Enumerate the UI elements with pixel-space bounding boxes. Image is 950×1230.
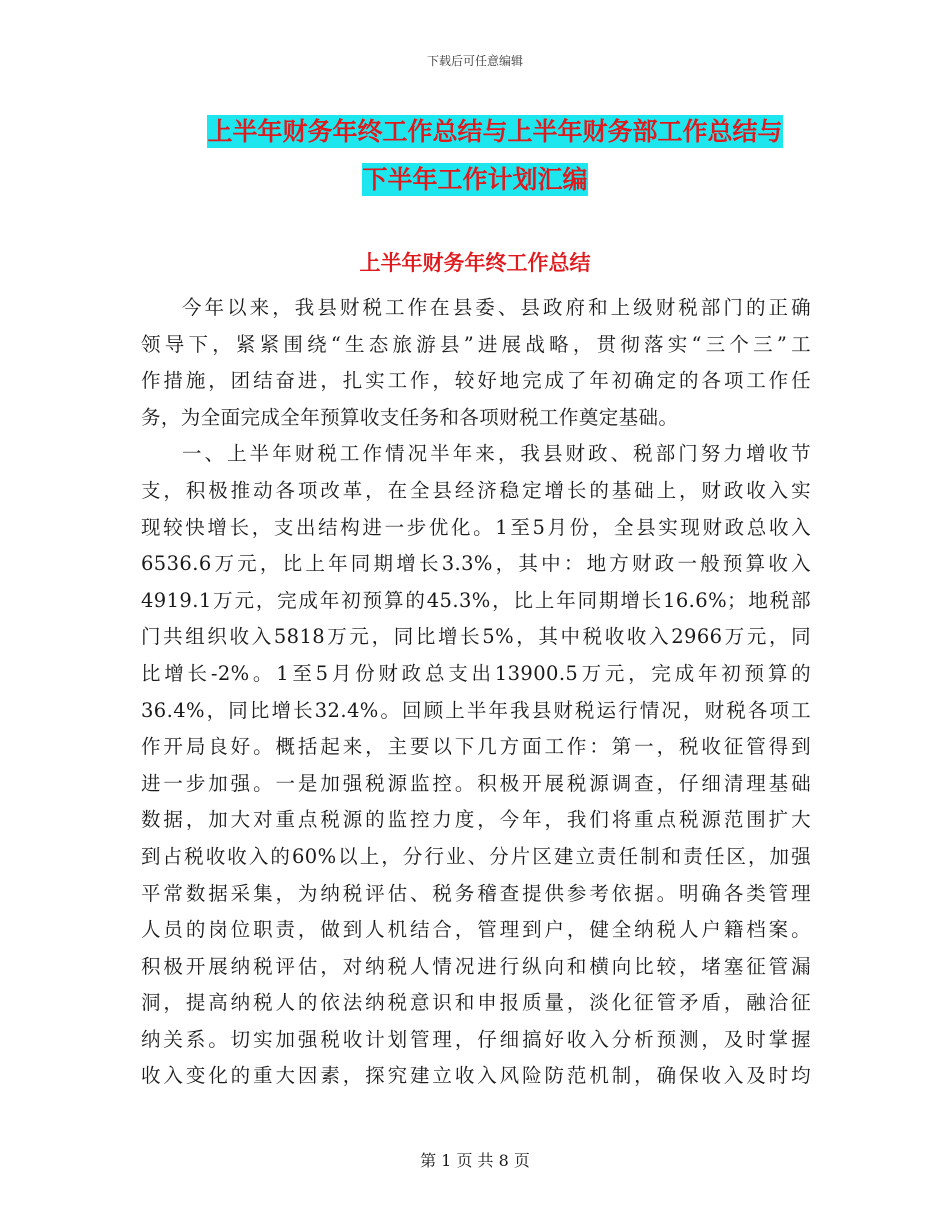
text-line: 领导下，紧紧围绕“生态旅游县”进展战略，贯彻落实“三个三”工 [141, 332, 811, 356]
text-line: 36.4%，同比增长32.4%。回顾上半年我县财税运行情况，财税各项工 [141, 698, 811, 722]
text-line: 务，为全面完成全年预算收支任务和各项财税工作奠定基础。 [141, 405, 679, 429]
text-line: 4919.1万元，完成年初预算的45.3%，比上年同期增长16.6%；地税部 [141, 588, 811, 612]
page-header-note: 下载后可任意编辑 [426, 54, 523, 68]
document-body [141, 290, 811, 1095]
text-line: 平常数据采集，为纳税评估、税务稽查提供参考依据。明确各类管理 [141, 881, 811, 905]
text-line: 作措施，团结奋进，扎实工作，较好地完成了年初确定的各项工作任 [141, 369, 811, 393]
text-line: 进一步加强。一是加强税源监控。积极开展税源调查，仔细清理基础 [141, 771, 811, 795]
section-title: 上半年财务年终工作总结 [359, 251, 591, 275]
text-line: 人员的岗位职责，做到人机结合，管理到户，健全纳税人户籍档案。 [141, 918, 811, 942]
text-line: 到占税收收入的60%以上，分行业、分片区建立责任制和责任区，加强 [141, 844, 811, 868]
text-line: 收入变化的重大因素，探究建立收入风险防范机制，确保收入及时均 [141, 1064, 811, 1088]
paragraph-2 [141, 436, 811, 1095]
text-line: 今年以来，我县财税工作在县委、县政府和上级财税部门的正确 [182, 296, 811, 319]
text-line: 作开局良好。概括起来，主要以下几方面工作：第一，税收征管得到 [141, 735, 811, 759]
page-number: 第 1 页 共 8 页 [420, 1151, 530, 1170]
paragraph-1 [141, 290, 811, 436]
text-line: 洞，提高纳税人的依法纳税意识和申报质量，淡化征管矛盾，融洽征 [141, 991, 811, 1015]
text-line: 数据，加大对重点税源的监控力度，今年，我们将重点税源范围扩大 [141, 808, 811, 832]
text-line: 积极开展纳税评估，对纳税人情况进行纵向和横向比较，堵塞征管漏 [141, 954, 811, 978]
document-title [0, 108, 950, 204]
text-line: 6536.6万元，比上年同期增长3.3%，其中：地方财政一般预算收入 [141, 552, 811, 576]
text-line: 一、上半年财税工作情况半年来，我县财政、税部门努力增收节 [182, 442, 811, 466]
text-line: 现较快增长，支出结构进一步优化。1至5月份，全县实现财政总收入 [141, 515, 811, 539]
text-line: 支，积极推动各项改革，在全县经济稳定增长的基础上，财政收入实 [141, 478, 811, 502]
document-title-line-2: 下半年工作计划汇编 [362, 165, 588, 194]
document-title-line-1: 上半年财务年终工作总结与上半年财务部工作总结与 [207, 117, 783, 146]
text-line: 比增长-2%。1至5月份财政总支出13900.5万元，完成年初预算的 [141, 661, 811, 685]
text-line: 纳关系。切实加强税收计划管理，仔细搞好收入分析预测，及时掌握 [141, 1027, 811, 1051]
text-line: 门共组织收入5818万元，同比增长5%，其中税收收入2966万元，同 [141, 625, 811, 649]
